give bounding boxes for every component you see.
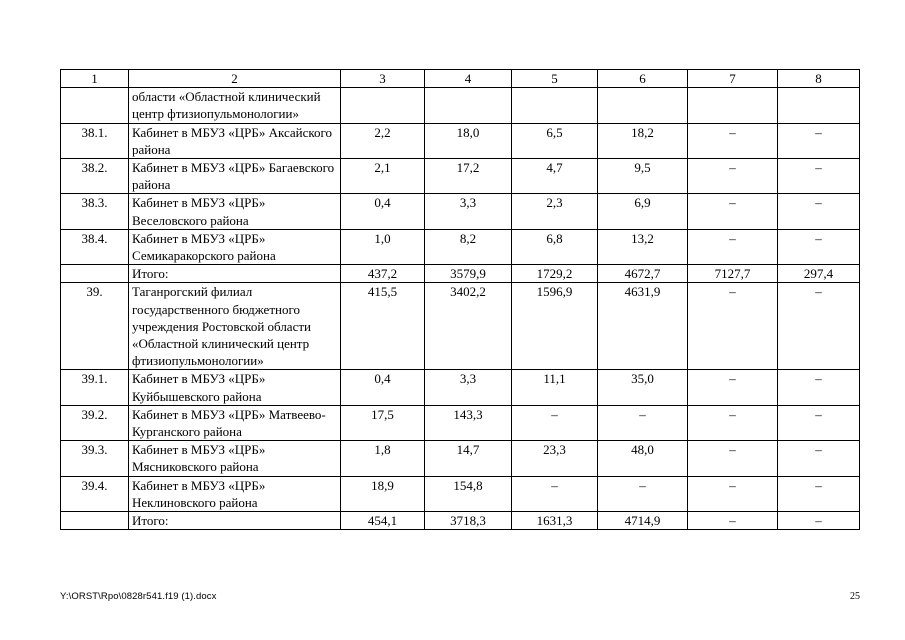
col-6-value: 35,0 — [598, 370, 688, 405]
col-7-value: – — [688, 283, 778, 370]
col-7-value: – — [688, 476, 778, 511]
header-cell: 5 — [512, 70, 598, 88]
table-row — [61, 441, 860, 476]
col-3-value: 0,4 — [341, 370, 425, 405]
table-row — [61, 476, 860, 511]
row-name: Кабинет в МБУЗ «ЦРБ» Аксайского района — [129, 123, 341, 158]
col-3-value: 2,2 — [341, 123, 425, 158]
row-number: 39.1. — [61, 370, 129, 405]
col-4-value: 17,2 — [425, 159, 512, 194]
table-row — [61, 370, 860, 405]
col-7-value: – — [688, 405, 778, 440]
row-name: Кабинет в МБУЗ «ЦРБ» Веселовского района — [129, 194, 341, 229]
header-cell: 2 — [129, 70, 341, 88]
col-5-value — [512, 88, 598, 123]
col-7-value — [688, 88, 778, 123]
row-number — [61, 512, 129, 530]
header-cell: 3 — [341, 70, 425, 88]
row-name: Таганрогский филиал государственного бюджетного учреждения Ростовской области «Областной клинический центр фтизиопульмонологии» — [129, 283, 341, 370]
col-7-value: – — [688, 123, 778, 158]
col-4-value: 18,0 — [425, 123, 512, 158]
col-6-value: 4631,9 — [598, 283, 688, 370]
row-name: Кабинет в МБУЗ «ЦРБ» Неклиновского района — [129, 476, 341, 511]
header-cell: 1 — [61, 70, 129, 88]
header-cell: 7 — [688, 70, 778, 88]
col-5-value: 1631,3 — [512, 512, 598, 530]
col-7-value: 7127,7 — [688, 265, 778, 283]
col-6-value: 48,0 — [598, 441, 688, 476]
col-4-value: 14,7 — [425, 441, 512, 476]
col-5-value: – — [512, 476, 598, 511]
row-number — [61, 265, 129, 283]
col-8-value: – — [778, 441, 860, 476]
col-8-value: – — [778, 194, 860, 229]
col-8-value — [778, 88, 860, 123]
col-4-value: 3579,9 — [425, 265, 512, 283]
col-6-value: 13,2 — [598, 229, 688, 264]
col-5-value: – — [512, 405, 598, 440]
page-number: 25 — [850, 591, 860, 602]
table-row — [61, 194, 860, 229]
col-4-value: 8,2 — [425, 229, 512, 264]
col-5-value: 11,1 — [512, 370, 598, 405]
col-6-value: – — [598, 476, 688, 511]
row-name: Кабинет в МБУЗ «ЦРБ» Мясниковского района — [129, 441, 341, 476]
row-number: 38.4. — [61, 229, 129, 264]
col-5-value: 6,5 — [512, 123, 598, 158]
header-cell: 4 — [425, 70, 512, 88]
table-row — [61, 283, 860, 370]
row-name: Кабинет в МБУЗ «ЦРБ» Багаевского района — [129, 159, 341, 194]
col-7-value: – — [688, 159, 778, 194]
col-8-value: – — [778, 283, 860, 370]
col-6-value — [598, 88, 688, 123]
col-4-value — [425, 88, 512, 123]
col-4-value: 154,8 — [425, 476, 512, 511]
col-5-value: 1729,2 — [512, 265, 598, 283]
col-6-value: 4714,9 — [598, 512, 688, 530]
row-name: Кабинет в МБУЗ «ЦРБ» Матвеево-Курганского района — [129, 405, 341, 440]
col-5-value: 23,3 — [512, 441, 598, 476]
table-row — [61, 512, 860, 530]
table-row — [61, 405, 860, 440]
row-name: Кабинет в МБУЗ «ЦРБ» Куйбышевского района — [129, 370, 341, 405]
col-5-value: 2,3 — [512, 194, 598, 229]
col-4-value: 3,3 — [425, 370, 512, 405]
row-name: области «Областной клинический центр фтизиопульмонологии» — [129, 88, 341, 123]
col-5-value: 4,7 — [512, 159, 598, 194]
header-row — [61, 70, 860, 88]
col-7-value: – — [688, 370, 778, 405]
col-3-value: 415,5 — [341, 283, 425, 370]
row-number — [61, 88, 129, 123]
col-3-value: 454,1 — [341, 512, 425, 530]
col-7-value: – — [688, 512, 778, 530]
row-number: 39. — [61, 283, 129, 370]
row-number: 39.4. — [61, 476, 129, 511]
col-6-value: 9,5 — [598, 159, 688, 194]
col-3-value: 17,5 — [341, 405, 425, 440]
data-table — [60, 69, 860, 530]
col-8-value: – — [778, 159, 860, 194]
col-7-value: – — [688, 229, 778, 264]
table-row — [61, 265, 860, 283]
col-3-value — [341, 88, 425, 123]
col-6-value: 4672,7 — [598, 265, 688, 283]
col-8-value: – — [778, 512, 860, 530]
col-8-value: – — [778, 229, 860, 264]
col-4-value: 143,3 — [425, 405, 512, 440]
row-number: 39.2. — [61, 405, 129, 440]
col-3-value: 437,2 — [341, 265, 425, 283]
row-name: Итого: — [129, 512, 341, 530]
row-number: 39.3. — [61, 441, 129, 476]
col-6-value: 6,9 — [598, 194, 688, 229]
row-name: Кабинет в МБУЗ «ЦРБ» Семикаракорского района — [129, 229, 341, 264]
col-8-value: – — [778, 370, 860, 405]
col-8-value: 297,4 — [778, 265, 860, 283]
col-4-value: 3402,2 — [425, 283, 512, 370]
col-3-value: 2,1 — [341, 159, 425, 194]
col-5-value: 1596,9 — [512, 283, 598, 370]
header-cell: 6 — [598, 70, 688, 88]
col-5-value: 6,8 — [512, 229, 598, 264]
col-8-value: – — [778, 123, 860, 158]
col-8-value: – — [778, 476, 860, 511]
col-4-value: 3718,3 — [425, 512, 512, 530]
col-3-value: 0,4 — [341, 194, 425, 229]
row-number: 38.3. — [61, 194, 129, 229]
col-7-value: – — [688, 194, 778, 229]
row-number: 38.1. — [61, 123, 129, 158]
col-6-value: – — [598, 405, 688, 440]
table-row — [61, 123, 860, 158]
header-cell: 8 — [778, 70, 860, 88]
col-8-value: – — [778, 405, 860, 440]
col-3-value: 1,0 — [341, 229, 425, 264]
table-row — [61, 229, 860, 264]
table-row — [61, 88, 860, 123]
col-3-value: 1,8 — [341, 441, 425, 476]
col-4-value: 3,3 — [425, 194, 512, 229]
row-number: 38.2. — [61, 159, 129, 194]
col-7-value: – — [688, 441, 778, 476]
row-name: Итого: — [129, 265, 341, 283]
footer-file-path: Y:\ORST\Rpo\0828r541.f19 (1).docx — [60, 591, 217, 602]
col-3-value: 18,9 — [341, 476, 425, 511]
col-6-value: 18,2 — [598, 123, 688, 158]
table-row — [61, 159, 860, 194]
